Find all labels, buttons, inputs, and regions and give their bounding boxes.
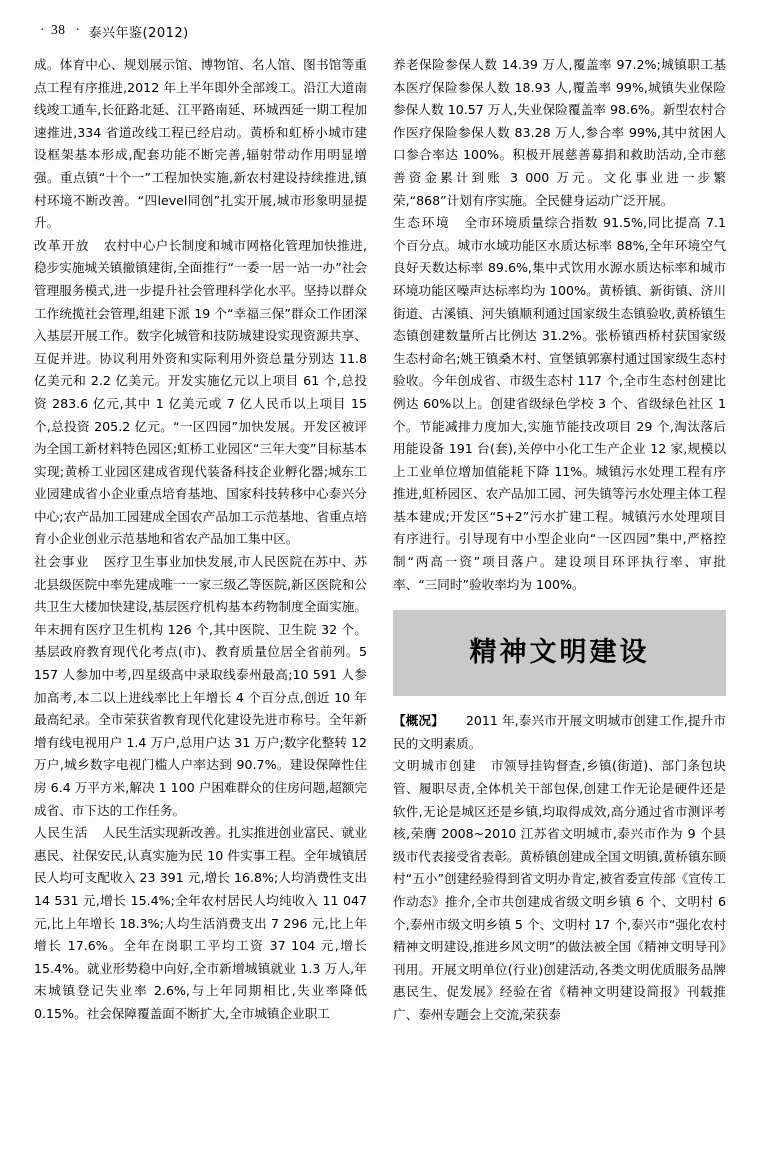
section-reform-opening-title: 改革开放 [34, 237, 90, 253]
chapter-banner [393, 610, 726, 696]
running-head-separator: · [75, 22, 81, 37]
para-city-construction: 成。体育中心、规划展示馆、博物馆、名人馆、图书馆等重点工程有序推进,2012 年上半年即外全部竣工。沿江大道南线竣工通车,长征路北延、江平路南延、环城西延一期工程加速推进,334 省道改线工程已经启动。黄桥和虹桥小城市建设框架基本形成,配套功能不断完善,辐射带动作用明显增强。重点镇“十个一”工程加快实施,新农村建设持续推进,镇村环境不断改善。“四level同创”扎实开展,城市形象明显提升。 [34, 57, 367, 231]
section-ecology-environment-text: 全市环境质量综合指数 91.5%,同比提高 7.1 个百分点。城市水域功能区水质达标率 88%,全年环境空气良好天数达标率 89.6%,集中式饮用水源水质达标率和城市环境功能区噪声达标率均为 100%。黄桥镇、新街镇、济川街道、古溪镇、河失镇顺利通过国家级生态镇验收,黄桥镇生态镇创建数量所占比例达 31.2%。张桥镇西桥村获国家级生态村命名;姚王镇桑木村、宣堡镇郭寨村通过国家级生态村验收。今年创成省、市级生态村 117 个,全市生态村创建比例达 60%以上。创建省级绿色学校 3 个、省级绿色社区 1 个。节能减排力度加大,实施节能技改项目 29 个,淘汰落后用能设备 191 台(套),关停中小化工生产企业 12 家,规模以上工业单位增加值能耗下降 11%。城镇污水处理工程有序推进,虹桥园区、农产品加工园、河失镇等污水处理主体工程基本建成;开发区“5+2”污水扩建工程。城镇污水处理项目有序进行。引导现有中小型企业向“一区四园”集中,严格控制“两高一资”项目落户。建设项目环评执行率、审批率、“三同时”验收率均为 100%。 [393, 215, 727, 592]
section-ecology-environment [393, 212, 726, 596]
left-column [34, 54, 367, 1124]
section-peoples-life-text: 人民生活实现新改善。扎实推进创业富民、就业惠民、社保安民,认真实施为民 10 件实事工程。全年城镇居民人均可支配收入 23 391 元,增长 16.8%;人均消费性支出 14 531 元,增长 15.4%;全年农村居民人均纯收入 11 047 元,比上年增长 18.3%;人均生活消费支出 7 296 元,比上年增长 17.6%。全年在岗职工平均工资 37 104 元,增长 15.4%。就业形势稳中向好,全市新增城镇就业 1.3 万人,年末城镇登记失业率 2.6%,与上年同期相比,失业率降低 0.15%。社会保障覆盖面不断扩大,全市城镇企业职工 [34, 825, 368, 1021]
section-ecology-environment-title: 生态环境 [393, 215, 451, 231]
running-head [34, 22, 746, 48]
section-social-affairs-text: 医疗卫生事业加快发展,市人民医院在苏中、苏北县级医院中率先建成唯一一家三级乙等医院,新区医院和公共卫生大楼加快建设,基层医疗机构基本药物制度全面实施。年末拥有医疗卫生机构 126 个,其中医院、卫生院 32 个。基层政府教育现代化考点(市)、教育质量位居全省前列。5 157 人参加中考,四星级高中录取线泰州最高;10 591 人参加高考,本二以上进线率比上年增长 4 个百分点,创近 10 年最高纪录。全市荣获省教育现代化建设先进市称号。全年新增有线电视用户 1.4 万户,总用户达 31 万户;数字化整转 12 万户,城乡数字电视门槛人户率达到 90.7%。建设保障性住房 6.4 万平方米,解决 1 100 户困难群众的住房问题,超额完成省、市下达的工作任务。 [34, 554, 368, 818]
page-number: 38 [51, 22, 66, 37]
section-civilization-creation-text: 市领导挂钩督查,乡镇(街道)、部门条包块管、履职尽责,全体机关干部包保,创建工作无论是硬件还是软件,无论是城区还是乡镇,均取得成效,高分通过省市测评考核,荣膺 2008~2010 江苏省文明城市,泰兴市作为 9 个县级市代表接受省表彰。黄桥镇创建成全国文明镇,黄桥镇东顾村“五小”创建经验得到省文明办肯定,被省委宣传部《宣传工作动态》推介,全市共创建成省级文明乡镇 6 个、文明村 6 个,泰州市级文明乡镇 5 个、文明村 17 个,泰兴市“强化农村精神文明建设,推进乡风文明”的做法被全国《精神文明导刊》刊用。开展文明单位(行业)创建活动,各类文明优质服务品牌惠民生、促发展》经验在省《精神文明建设简报》刊载推广、泰州专题会上交流,荣获泰 [393, 758, 726, 1022]
overview-text: 2011 年,泰兴市开展文明城市创建工作,提升市民的文明素质。 [393, 713, 727, 751]
overview-paragraph [393, 710, 726, 755]
section-reform-opening-text: 农村中心户长制度和城市网格化管理加快推进,稳步实施城关镇撤镇建街,全面推行“一委一居一站一办”社会管理服务模式,进一步提升社会管理科学化水平。坚持以群众工作统揽社会管理,组建下派 19 个“幸福三保”群众工作团深入基层开展工作。数字化城管和技防城建设实现资源共享、互促并进。协议利用外资和实际利用外资总量分别达 11.8 亿美元和 2.2 亿美元。开发实施亿元以上项目 61 个,总投资 283.6 亿元,其中 1 亿美元或 7 亿人民币以上项目 15 个,总投资 205.2 亿元。“一区四园”加快发展。开发区被评为全国工新材料特色园区;虹桥工业园区“三年大变”目标基本实现;黄桥工业园区建成省现代装备科技企业孵化器;城东工业园建成省小企业重点培育基地、国家科技转移中心泰兴分中心;农产品加工园建成全国农产品加工示范基地、省重点培育小企业创业示范基地和省农产品加工集中区。 [34, 237, 368, 547]
right-column [393, 54, 726, 1124]
para-social-insurance: 养老保险参保人数 14.39 万人,覆盖率 97.2%;城镇职工基本医疗保险参保人数 18.93 人,覆盖率 99%,城镇失业保险参保人数 10.57 万人,失业保险覆盖率 98.6%。新型农村合作医疗保险参保人数 83.28 万人,参合率 99%,其中贫困人口参合率达 100%。积极开展慈善募捐和救助活动,全市慈善资金累计到账 3 000 万元。文化事业进一步繁荣,“868”计划有序实施。全民健身运动广泛开展。 [393, 57, 726, 208]
section-peoples-life-title: 人民生活 [34, 825, 89, 841]
section-social-affairs [34, 551, 367, 822]
section-reform-opening [34, 235, 367, 551]
section-civilization-creation [393, 755, 726, 1026]
book-title: 泰兴年鉴(2012) [88, 26, 189, 41]
overview-tag: 【概况】 [393, 713, 444, 729]
two-column-layout [34, 54, 746, 1124]
section-civilization-creation-title: 文明城市创建 [393, 758, 477, 774]
section-peoples-life [34, 822, 367, 1025]
section-social-affairs-title: 社会事业 [34, 554, 90, 570]
running-head-dot: · [40, 22, 45, 37]
chapter-title: 精神文明建设 [469, 636, 650, 668]
